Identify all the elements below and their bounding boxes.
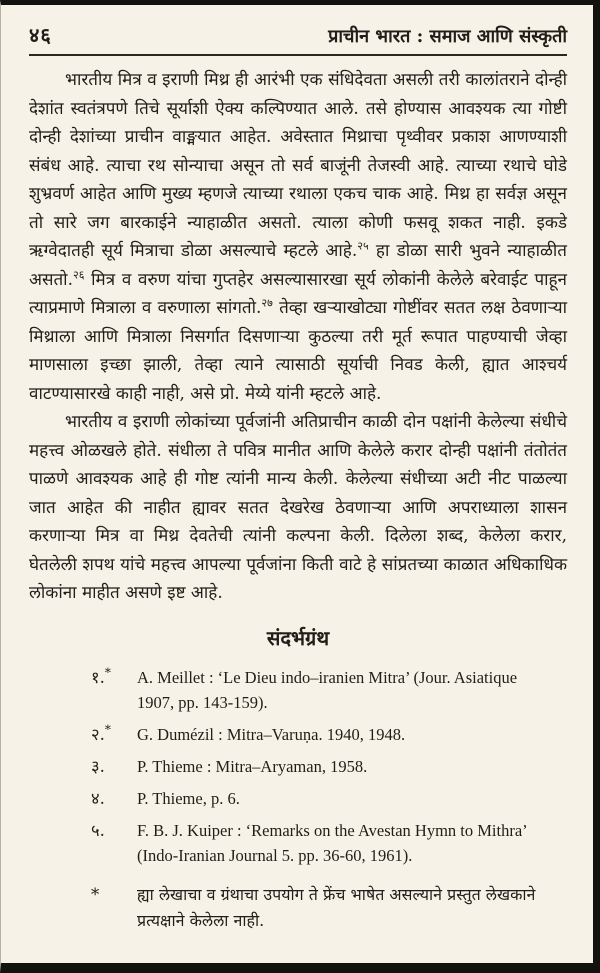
reference-star: * (104, 722, 111, 736)
reference-number-text: ४. (91, 788, 105, 808)
reference-number (91, 818, 137, 868)
references-heading: संदर्भग्रंथ (266, 625, 330, 650)
running-title: प्राचीन भारत : समाज आणि संस्कृती (328, 26, 567, 47)
reference-item (91, 754, 555, 779)
footnote-text: ह्या लेखाचा व ग्रंथाचा उपयोग ते फ्रेंच भाषेत असल्याने प्रस्तुत लेखकाने प्रत्यक्षाने केलेला नाही. (137, 884, 536, 930)
footnote-ref-27: २७ (261, 296, 273, 310)
reference-number (91, 665, 137, 715)
reference-item (91, 722, 555, 747)
reference-text: P. Thieme, p. 6. (137, 788, 240, 808)
header-rule (29, 54, 567, 56)
paragraph-1-segment: तेव्हा खऱ्याखोट्या गोष्टींवर सतत लक्ष ठेवणाऱ्या मिथ्राला आणि मित्राला निसर्गात दिसणाऱ्या कुठल्या तरी मूर्त रूपात पाहण्याची जेव्हा माणसाला इच्छा झाली, तेव्हा त्याने त्यासाठी सूर्याची निवड केली, ह्यात आश्चर्य वाटण्यासारखे काही नाही, असे प्रो. मेय्ये यांनी म्हटले आहे. (29, 298, 567, 404)
paragraph-1 (29, 66, 567, 408)
reference-item (91, 818, 555, 868)
footnote (91, 882, 555, 934)
body-text (29, 66, 567, 608)
reference-star: * (104, 665, 111, 679)
reference-text: G. Dumézil : Mitra–Varuṇa. 1940, 1948. (137, 724, 406, 744)
reference-number-text: २. (91, 724, 105, 744)
footnote-ref-26: २६ (72, 267, 85, 281)
references-list (91, 665, 555, 934)
reference-text: P. Thieme : Mitra–Aryaman, 1958. (137, 756, 368, 776)
reference-item (91, 786, 555, 811)
paragraph-1-segment: भारतीय मित्र व इराणी मिथ्र ही आरंभी एक संधिदेवता असली तरी कालांतराने दोन्ही देशांत स्वतंत्रपणे तिचे सूर्याशी ऐक्य कल्पिण्यात आले. तसे होण्यास आवश्यक त्या गोष्टी दोन्ही देशांच्या प्राचीन वाङ्मयात आहेत. अवेस्तात मिथ्राचा पृथ्वीवर प्रकाश आणण्याशी संबंध आहे. त्याचा रथ सोन्याचा असून तो सर्व बाजूंनी तेजस्वी आहे. त्याच्या रथाचे घोडे शुभ्रवर्ण आहेत आणि मुख्य म्हणजे त्याच्या रथाला एकच चाक आहे. मिथ्र हा सर्वज्ञ असून तो सारे जग बारकाईने न्याहाळीत असतो. त्याला कोणी फसवू शकत नाही. इकडे ऋग्वेदातही सूर्य मित्राचा डोळा असल्याचे म्हटले आहे. (29, 70, 567, 261)
page-content (1, 5, 593, 934)
reference-number-text: ५. (91, 820, 105, 840)
reference-number-text: ३. (91, 756, 105, 776)
reference-number (91, 786, 137, 811)
reference-text: A. Meillet : ‘Le Dieu indo–iranien Mitra’ (Jour. Asiatique 1907, pp. 143-159). (137, 667, 518, 712)
reference-item (91, 665, 555, 715)
paragraph-2: भारतीय व इराणी लोकांच्या पूर्वजांनी अतिप्राचीन काळी दोन पक्षांनी केलेल्या संधीचे महत्त्व ओळखले होते. संधीला ते पवित्र मानीत आणि केलेले करार दोन्ही पक्षांनी तंतोतंत पाळणे आवश्यक आहे ही गोष्ट त्यांनी मान्य केली. केलेल्या संधीच्या अटी नीट पाळल्या जात आहेत की नाहीत ह्यावर सतत देखरेख ठेवणाऱ्या आणि अपराध्याला शासन करणाऱ्या मित्र वा मिथ्र देवतेची त्यांनी कल्पना केली. दिलेला शब्द, केलेला करार, घेतलेली शपथ यांचे महत्त्व आपल्या पूर्वजांना किती वाटे हे सांप्रतच्या काळात अधिकाधिक लोकांना माहीत असणे इष्ट आहे. (29, 412, 567, 603)
page-number: ४६ (29, 23, 52, 47)
page-header (29, 21, 567, 48)
footnote-ref-25: २५ (357, 239, 369, 253)
paragraph-1-segment: मित्र व वरुण यांचा गुप्तहेर असल्यासारखा सूर्य लोकांनी केलेले बरेवाईट पाहून त्याप्रमाणे मित्राला व वरुणाला सांगतो. (29, 269, 567, 318)
footnote-marker: * (91, 884, 100, 904)
reference-number-text: १. (91, 667, 105, 687)
reference-number (91, 754, 137, 779)
reference-text: F. B. J. Kuiper : ‘Remarks on the Avestan Hymn to Mithra’ (Indo-Iranian Journal 5. pp. 36-60, 1961). (137, 820, 527, 865)
reference-number (91, 722, 137, 747)
paragraph-1-segment: हा डोळा सारी भुवने न्याहाळीत असतो. (29, 241, 567, 290)
